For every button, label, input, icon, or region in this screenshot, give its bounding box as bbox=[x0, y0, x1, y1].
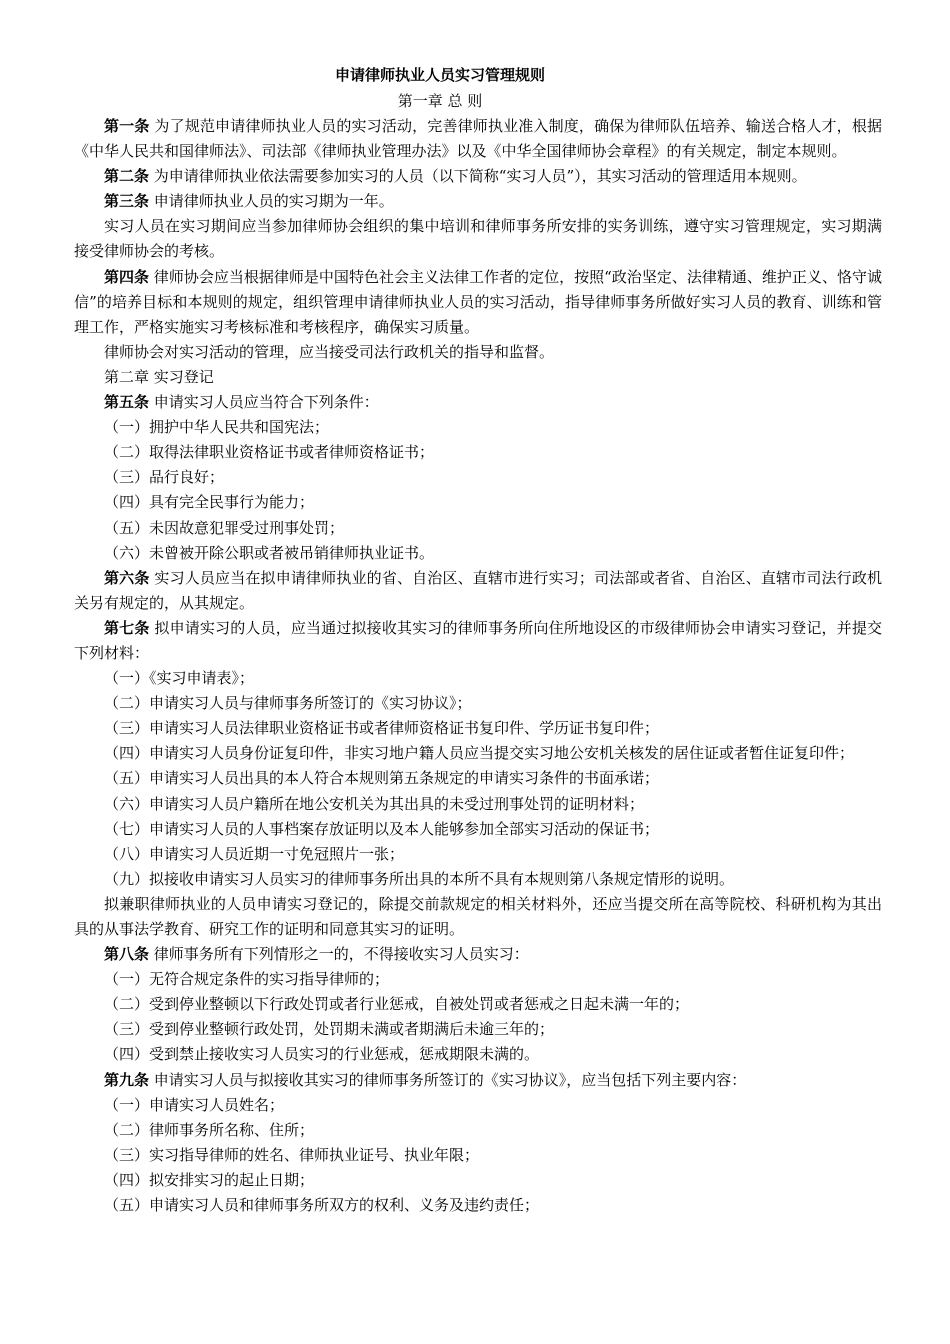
paragraph-text: 申请实习人员与拟接收其实习的律师事务所签订的《实习协议》，应当包括下列主要内容： bbox=[149, 1070, 747, 1089]
paragraph-text: 为了规范申请律师执业人员的实习活动，完善律师执业准入制度，确保为律师队伍培养、输送合格人才，根据《中华人民共和国律师法》、司法部《律师执业管理办法》以及《中华全国律师协会章程》的有关规定，制定本规则。 bbox=[74, 117, 882, 161]
paragraph-text: （四）受到禁止接收实习人员实习的行业惩戒，惩戒期限未满的。 bbox=[104, 1045, 540, 1064]
paragraph-text: 实习人员应当在拟申请律师执业的省、自治区、直辖市进行实习；司法部或者省、自治区、直辖市司法行政机关另有规定的，从其规定。 bbox=[74, 568, 882, 612]
paragraph bbox=[74, 265, 882, 340]
paragraph-text: 律师协会对实习活动的管理，应当接受司法行政机关的指导和监督。 bbox=[104, 342, 555, 361]
paragraph bbox=[74, 566, 882, 616]
paragraph bbox=[74, 365, 882, 390]
paragraph bbox=[74, 415, 882, 440]
paragraph-text: （一）申请实习人员姓名； bbox=[104, 1095, 285, 1114]
paragraph bbox=[74, 616, 882, 666]
paragraph-text: （二）受到停业整顿以下行政处罚或者行业惩戒，自被处罚或者惩戒之日起未满一年的； bbox=[104, 995, 690, 1014]
paragraph-text: （六）未曾被开除公职或者被吊销律师执业证书。 bbox=[104, 543, 435, 562]
paragraph bbox=[74, 214, 882, 264]
paragraph-text: （七）申请实习人员的人事档案存放证明以及本人能够参加全部实习活动的保证书； bbox=[104, 819, 660, 838]
paragraph-text: （二）取得法律职业资格证书或者律师资格证书； bbox=[104, 443, 435, 462]
paragraph bbox=[74, 340, 882, 365]
paragraph-text: 为申请律师执业依法需要参加实习的人员（以下简称“实习人员”），其实习活动的管理适用本规则。 bbox=[149, 167, 807, 186]
paragraph-text: （一）《实习申请表》； bbox=[104, 669, 255, 688]
chapter-heading: 第一章 总 则 bbox=[397, 92, 483, 110]
paragraph-text: （二）申请实习人员与律师事务所签订的《实习协议》； bbox=[104, 694, 472, 713]
paragraph-text: （三）申请实习人员法律职业资格证书或者律师资格证书复印件、学历证书复印件； bbox=[104, 719, 660, 738]
paragraph-text: （三）实习指导律师的姓名、律师执业证号、执业年限； bbox=[104, 1145, 480, 1164]
paragraph-text: （四）具有完全民事行为能力； bbox=[104, 493, 315, 512]
article-number: 第四条 bbox=[104, 267, 150, 286]
article-number: 第九条 bbox=[104, 1070, 150, 1089]
document-body bbox=[74, 114, 882, 1218]
paragraph-text: （四）申请实习人员身份证复印件，非实习地户籍人员应当提交实习地公安机关核发的居住证或者暂住证复印件； bbox=[104, 744, 855, 763]
paragraph-text: （三）品行良好； bbox=[104, 468, 225, 487]
paragraph-text: （四）拟安排实习的起止日期； bbox=[104, 1170, 315, 1189]
paragraph bbox=[74, 1143, 882, 1168]
article-number: 第八条 bbox=[104, 945, 150, 964]
paragraph bbox=[74, 1193, 882, 1218]
paragraph-text: （五）申请实习人员出具的本人符合本规则第五条规定的申请实习条件的书面承诺； bbox=[104, 769, 660, 788]
paragraph bbox=[74, 164, 882, 189]
paragraph bbox=[74, 390, 882, 415]
article-number: 第六条 bbox=[104, 568, 150, 587]
paragraph-text: （一）无符合规定条件的实习指导律师的； bbox=[104, 970, 390, 989]
paragraph-text: （一）拥护中华人民共和国宪法； bbox=[104, 418, 330, 437]
paragraph bbox=[74, 516, 882, 541]
article-number: 第三条 bbox=[104, 192, 150, 211]
paragraph bbox=[74, 691, 882, 716]
paragraph bbox=[74, 465, 882, 490]
paragraph bbox=[74, 792, 882, 817]
paragraph-text: 律师协会应当根据律师是中国特色社会主义法律工作者的定位，按照“政治坚定、法律精通、维护正义、恪守诚信”的培养目标和本规则的规定，组织管理申请律师执业人员的实习活动，指导律师事务所做好实习人员的教育、训练和管理工作，严格实施实习考核标准和考核程序，确保实习质量。 bbox=[74, 267, 882, 336]
article-number: 第五条 bbox=[104, 393, 150, 412]
paragraph-text: （五）申请实习人员和律师事务所双方的权利、义务及违约责任； bbox=[104, 1196, 540, 1215]
paragraph bbox=[74, 942, 882, 967]
article-number: 第二条 bbox=[104, 167, 150, 186]
paragraph-text: 拟申请实习的人员，应当通过拟接收其实习的律师事务所向住所地设区的市级律师协会申请实习登记，并提交下列材料： bbox=[74, 618, 882, 662]
paragraph bbox=[74, 967, 882, 992]
paragraph bbox=[74, 114, 882, 164]
paragraph-text: 实习人员在实习期间应当参加律师协会组织的集中培训和律师事务所安排的实务训练，遵守实习管理规定，实习期满接受律师协会的考核。 bbox=[74, 217, 882, 261]
paragraph-text: （六）申请实习人员户籍所在地公安机关为其出具的未受过刑事处罚的证明材料； bbox=[104, 794, 645, 813]
paragraph bbox=[74, 817, 882, 842]
document-title: 申请律师执业人员实习管理规则 bbox=[334, 66, 545, 84]
paragraph bbox=[74, 1118, 882, 1143]
paragraph-text: （五）未因故意犯罪受过刑事处罚； bbox=[104, 518, 345, 537]
paragraph-text: （二）律师事务所名称、住所； bbox=[104, 1120, 315, 1139]
paragraph bbox=[74, 189, 882, 214]
paragraph bbox=[74, 892, 882, 942]
paragraph-text: （八）申请实习人员近期一寸免冠照片一张； bbox=[104, 844, 405, 863]
paragraph bbox=[74, 541, 882, 566]
paragraph bbox=[74, 490, 882, 515]
paragraph-text: （三）受到停业整顿行政处罚，处罚期未满或者期满后未逾三年的； bbox=[104, 1020, 555, 1039]
paragraph bbox=[74, 1017, 882, 1042]
paragraph bbox=[74, 716, 882, 741]
paragraph bbox=[74, 1093, 882, 1118]
paragraph bbox=[74, 1068, 882, 1093]
paragraph bbox=[74, 440, 882, 465]
paragraph bbox=[74, 666, 882, 691]
paragraph-text: 第二章 实习登记 bbox=[104, 367, 214, 386]
paragraph-text: 申请实习人员应当符合下列条件： bbox=[149, 393, 379, 412]
paragraph-text: 拟兼职律师执业的人员申请实习登记的，除提交前款规定的相关材料外，还应当提交所在高等院校、科研机构为其出具的从事法学教育、研究工作的证明和同意其实习的证明。 bbox=[74, 894, 882, 938]
paragraph bbox=[74, 741, 882, 766]
paragraph bbox=[74, 1168, 882, 1193]
paragraph-text: 律师事务所有下列情形之一的，不得接收实习人员实习： bbox=[149, 945, 529, 964]
article-number: 第七条 bbox=[104, 618, 150, 637]
paragraph bbox=[74, 842, 882, 867]
paragraph bbox=[74, 867, 882, 892]
paragraph bbox=[74, 766, 882, 791]
paragraph-text: （九）拟接收申请实习人员实习的律师事务所出具的本所不具有本规则第八条规定情形的说明。 bbox=[104, 869, 735, 888]
paragraph bbox=[74, 1042, 882, 1067]
paragraph-text: 申请律师执业人员的实习期为一年。 bbox=[149, 192, 394, 211]
paragraph bbox=[74, 992, 882, 1017]
article-number: 第一条 bbox=[104, 117, 150, 135]
